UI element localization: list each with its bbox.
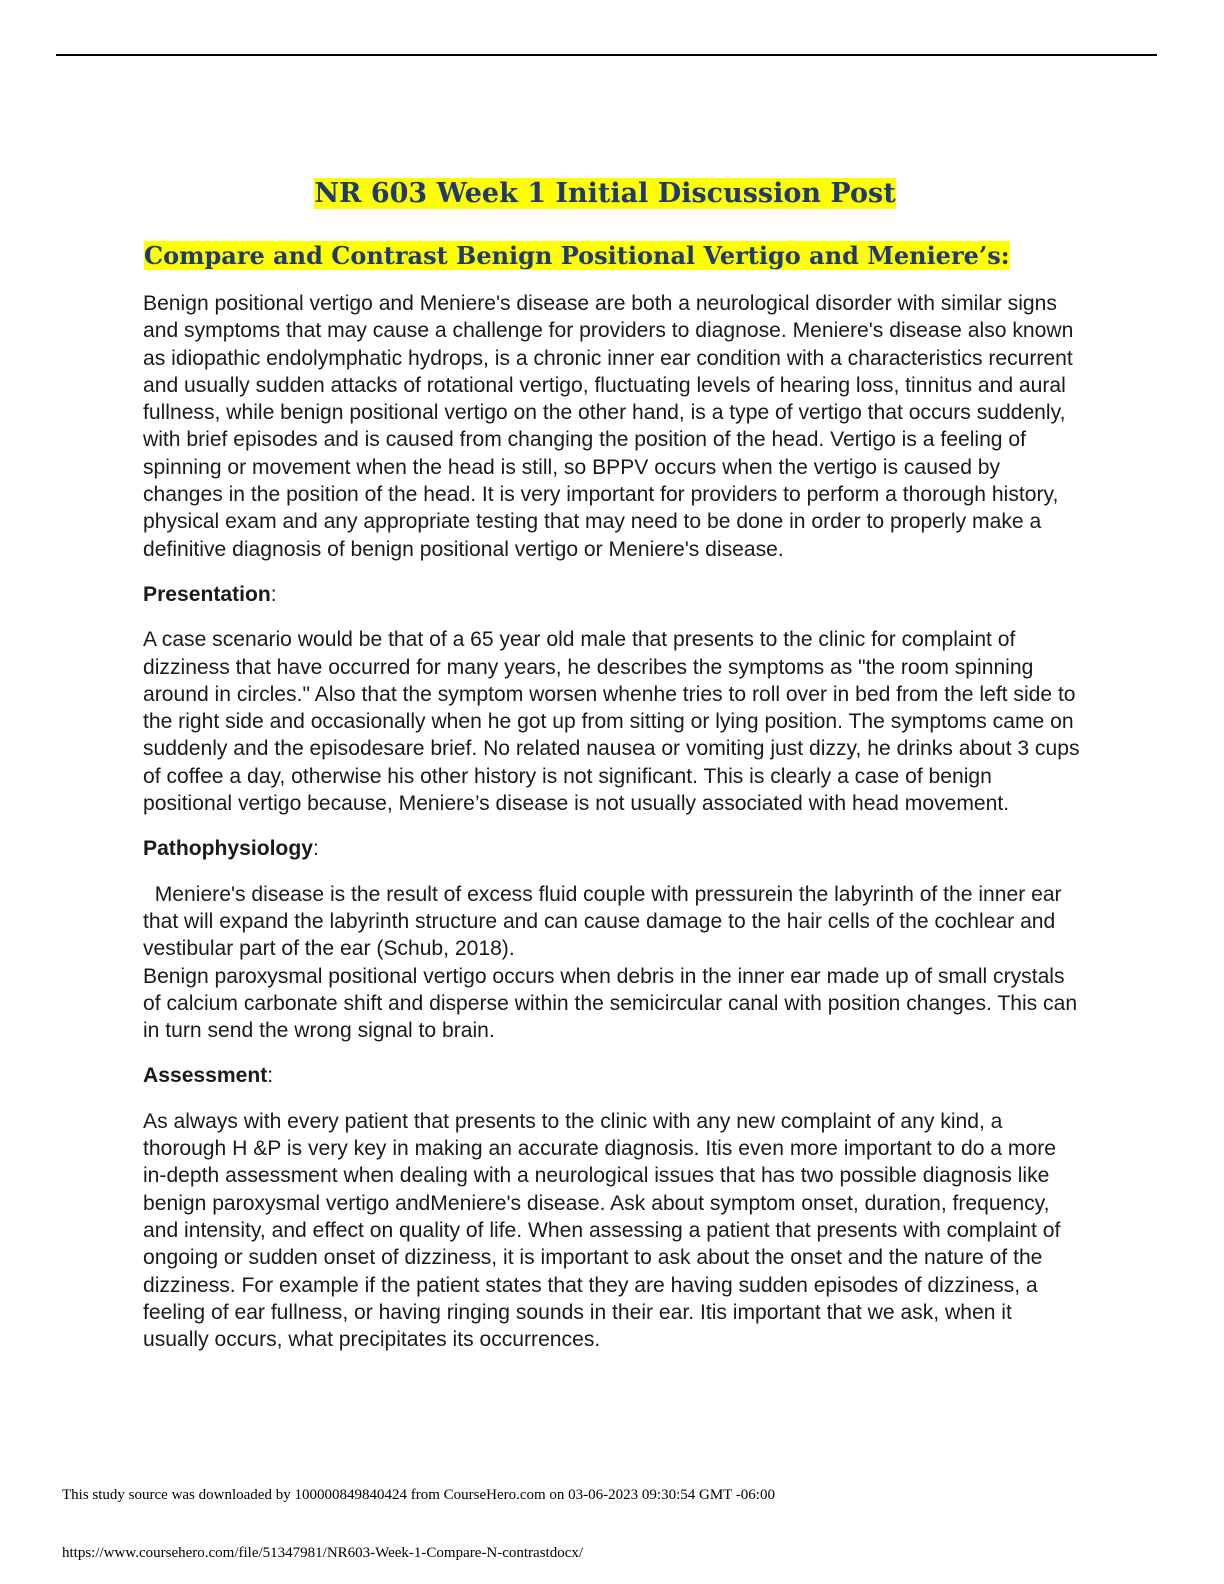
pathophysiology-paragraph-1	[143, 881, 1083, 963]
document-body	[143, 290, 1083, 1371]
presentation-heading-label: Presentation	[143, 582, 271, 606]
top-rule	[56, 54, 1157, 56]
assessment-heading-label: Assessment	[143, 1064, 268, 1088]
intro-paragraph: Benign positional vertigo and Meniere's disease are both a neurological disorder with similar signs and symptoms that may cause a challenge for providers to diagnose. Meniere's disease also known as idiopathic endolymphatic hydrops, is a chronic inner ear condition with a characteristics recurrent and usually sudden attacks of rotational vertigo, fluctuating levels of hearing loss, tinnitus and aural fullness, while benign positional vertigo on the other hand, is a type of vertigo that occurs suddenly, with brief episodes and is caused from changing the position of the head. Vertigo is a feeling of spinning or movement when the head is still, so BPPV occurs when the vertigo is caused by changes in the position of the head. It is very important for providers to perform a thorough history, physical exam and any appropriate testing that may need to be done in order to properly make a definitive diagnosis of benign positional vertigo or Meniere's disease.	[143, 292, 1074, 561]
document-title-text: NR 603 Week 1 Initial Discussion Post	[314, 178, 896, 209]
pathophysiology-paragraph-2: Benign paroxysmal positional vertigo occurs when debris in the inner ear made up of small crystals of calcium carbonate shift and disperse within the semicircular canal with position changes. This can in turn send the wrong signal to brain.	[143, 964, 1078, 1043]
presentation-heading-colon: :	[270, 582, 277, 606]
pathophysiology-heading	[143, 835, 1083, 862]
pathophysiology-heading-label: Pathophysiology	[143, 837, 313, 861]
pathophysiology-heading-colon: :	[312, 837, 319, 861]
assessment-heading-colon: :	[267, 1064, 274, 1088]
document-subtitle-text: Compare and Contrast Benign Positional Vertigo and Meniere’s:	[144, 241, 1010, 270]
document-subtitle	[144, 236, 1164, 276]
assessment-paragraph: As always with every patient that presents to the clinic with any new complaint of any kind, a thorough H &P is very key in making an accurate diagnosis. Itis even more important to do a more in-depth assessment when dealing with a neurological issues that has two possible diagnosis like benign paroxysmal vertigo andMeniere's disease. Ask about symptom onset, duration, frequency, and intensity, and effect on quality of life. When assessing a patient that presents with complaint of ongoing or sudden onset of dizziness, it is important to ask about the onset and the nature of the dizziness. For example if the patient states that they are having sudden episodes of dizziness, a feeling of ear fullness, or having ringing sounds in their ear. Itis important that we ask, when it usually occurs, what precipitates its occurrences.	[143, 1109, 1061, 1352]
pathophysiology-text-1: Meniere's disease is the result of excess fluid couple with pressurein the labyrinth of the inner ear that will expand the labyrinth structure and can cause damage to the hair cells of the cochlear and vestibular part of the ear (Schub, 2018).	[143, 882, 1062, 961]
download-notice: This study source was downloaded by 100000849840424 from CourseHero.com on 03-06-2023 09:30:54 GMT -06:00	[62, 1487, 775, 1503]
document-title	[0, 174, 1210, 214]
source-url: https://www.coursehero.com/file/51347981/NR603-Week-1-Compare-N-contrastdocx/	[62, 1545, 584, 1561]
presentation-paragraph: A case scenario would be that of a 65 year old male that presents to the clinic for complaint of dizziness that have occurred for many years, he describes the symptoms as "the room spinning around in circles." Also that the symptom worsen whenhe tries to roll over in bed from the left side to the right side and occasionally when he got up from sitting or lying position. The symptoms came on suddenly and the episodesare brief. No related nausea or vomiting just dizzy, he drinks about 3 cups of coffee a day, otherwise his other history is not significant. This is clearly a case of benign positional vertigo because, Meniere’s disease is not usually associated with head movement.	[143, 628, 1080, 816]
assessment-heading	[143, 1062, 1083, 1089]
presentation-heading	[143, 581, 1083, 608]
